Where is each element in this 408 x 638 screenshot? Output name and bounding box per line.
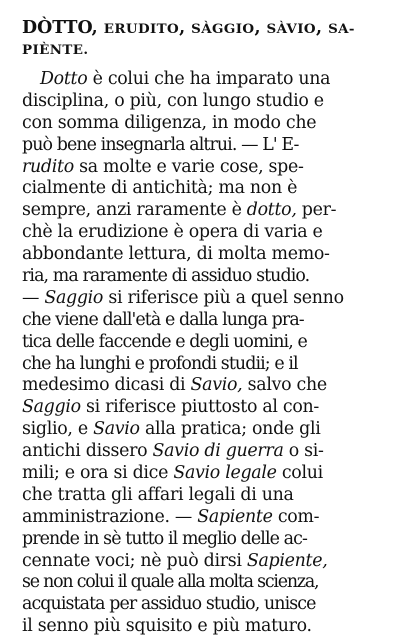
- body-line-12: che viene dall'età e dalla lunga pra-: [22, 309, 304, 330]
- body-line-20: che tratta gli affari legali di una: [22, 484, 294, 505]
- body-line-21: amministrazione. — Sapiente com-: [22, 506, 320, 527]
- synonym-saggio: SÀGGIO: [191, 21, 255, 37]
- body-line-25: acquistata per assiduo studio, unisce: [22, 594, 316, 615]
- body-line-1: Dotto è colui che ha imparato una: [40, 69, 331, 89]
- body-line-16: Saggio si riferisce piuttosto al con-: [22, 397, 319, 418]
- body-line-10: ria, ma raramente di assiduo studio.: [22, 266, 310, 287]
- body-line-9: abbondante lettura, di molta memo-: [22, 244, 330, 265]
- synonym-sapiente-part2: PIÈNTE.: [22, 42, 89, 58]
- synonym-savio: SÀVIO: [266, 21, 316, 37]
- synonym-sapiente-part1: SA-: [328, 21, 355, 37]
- body-line-22: prende in sè tutto il meglio delle ac-: [22, 528, 307, 549]
- body-line-24: se non colui il quale alla molta scienza,: [22, 572, 319, 593]
- entry-heading-continued: [22, 40, 400, 61]
- body-line-26: il senno più squisito e più maturo.: [22, 616, 312, 637]
- entry-body: [22, 69, 400, 638]
- body-line-18: antichi dissero Savio di guerra o si-: [22, 441, 324, 462]
- body-line-17: siglio, e Savio alla pratica; onde gli: [22, 419, 321, 440]
- body-line-2: disciplina, o più, con lungo studio e: [22, 90, 324, 111]
- entry-heading: DÒTTO, ERUDITO, SÀGGIO, SÀVIO, SA-: [22, 18, 355, 38]
- body-line-19: mili; e ora si dice Savio legale colui: [22, 463, 323, 484]
- body-line-13: tica delle faccende e degli uomini, e: [22, 331, 307, 352]
- body-line-7: sempre, anzi raramente è dotto, per-: [22, 200, 337, 221]
- synonym-erudito: ERUDITO: [103, 21, 180, 37]
- body-line-8: chè la erudizione è opera di varia e: [22, 222, 323, 243]
- body-line-15: medesimo dicasi di Savio, salvo che: [22, 375, 327, 396]
- headword: DÒTTO: [22, 18, 92, 38]
- body-line-11: — Saggio si riferisce più a quel senno: [22, 287, 344, 308]
- body-line-3: con somma diligenza, in modo che: [22, 112, 317, 133]
- body-line-6: cialmente di antichità; ma non è: [22, 178, 298, 199]
- body-line-5: rudito sa molte e varie cose, spe-: [22, 156, 304, 177]
- body-line-23: cennate voci; nè può dirsi Sapiente,: [22, 550, 328, 571]
- body-line-14: che ha lunghi e profondi studii; e il: [22, 353, 298, 374]
- body-line-4: può bene insegnarla altrui. — L' E-: [22, 134, 299, 155]
